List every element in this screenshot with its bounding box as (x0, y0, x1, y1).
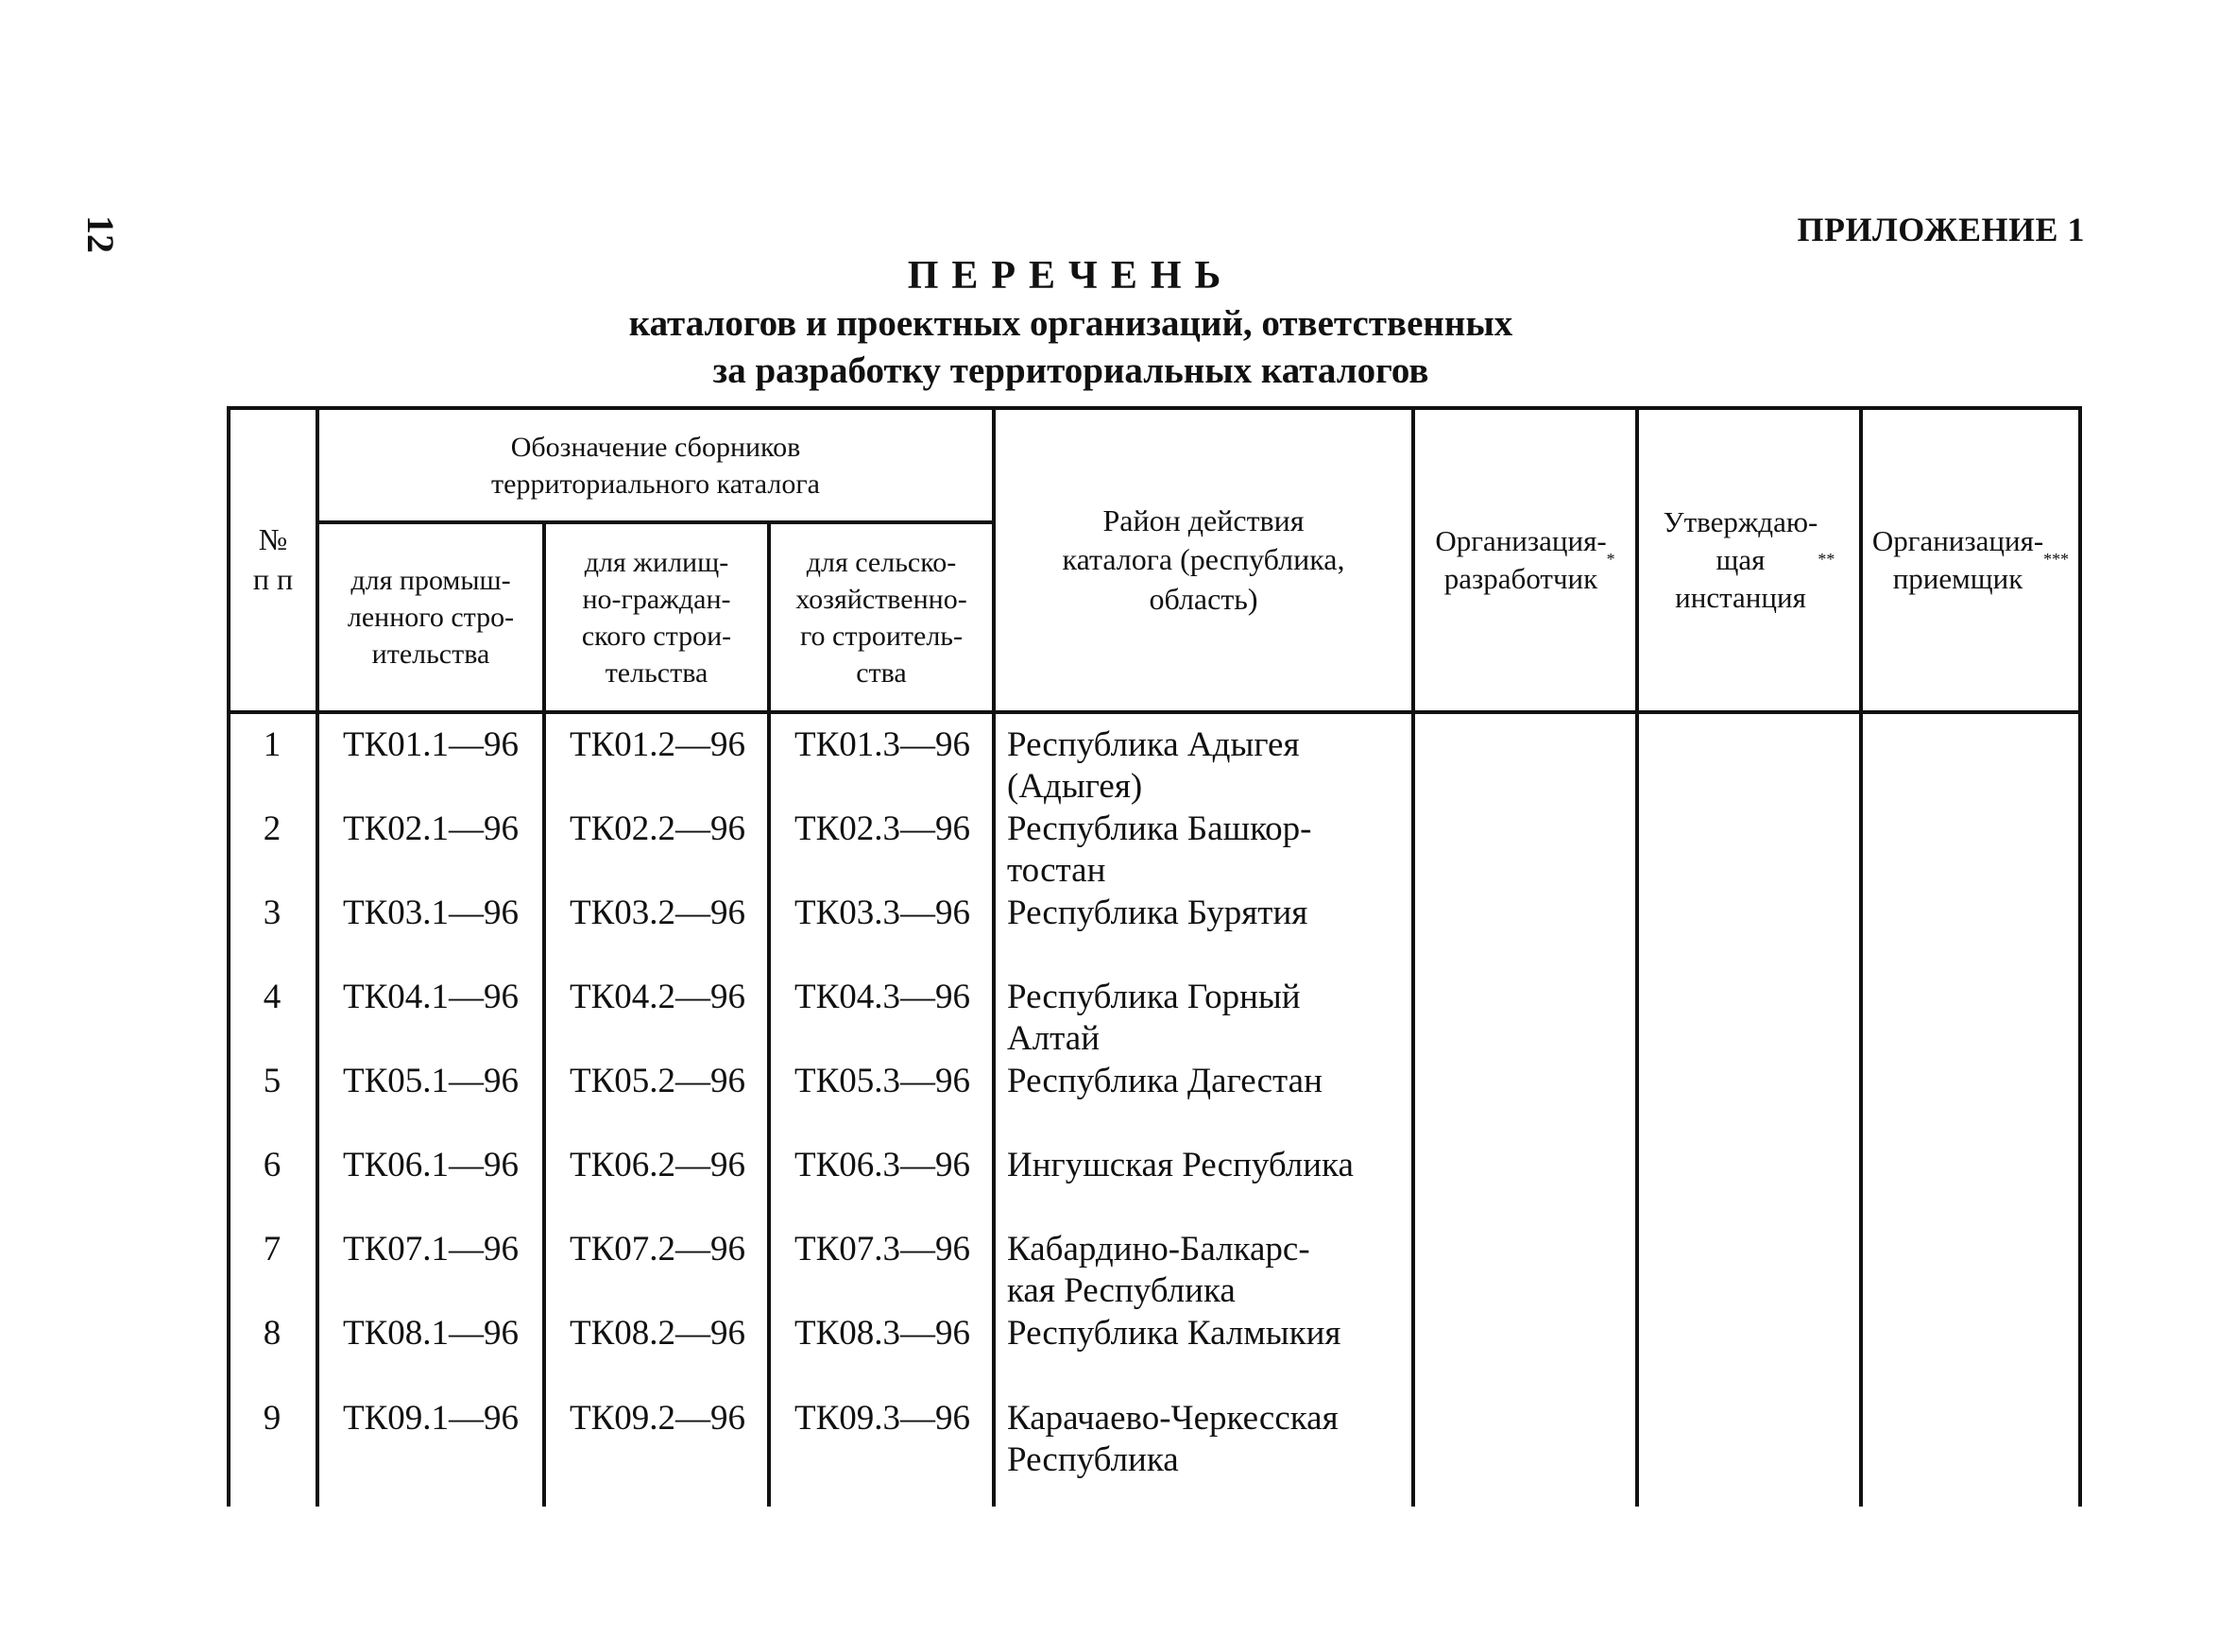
code-industrial: ТК01.1—96 (342, 725, 520, 764)
code-industrial: ТК05.1—96 (342, 1062, 520, 1100)
footnote-mark: *** (2043, 550, 2070, 570)
footnote-mark: ** (1818, 550, 1835, 570)
header-collections-group: Обозначение сборников территориального каталога (491, 431, 820, 500)
code-agricultural: ТК04.3—96 (794, 978, 971, 1016)
code-civil: ТК09.2—96 (569, 1399, 746, 1438)
header-developer-text: Организация- разработчик (1435, 523, 1607, 595)
region-name: Республика Башкор- тостан (1007, 809, 1312, 890)
row-number: 8 (263, 1314, 282, 1353)
region-name: Республика Адыгея (Адыгея) (1007, 725, 1300, 806)
code-industrial: ТК08.1—96 (342, 1314, 520, 1353)
row-number: 7 (263, 1230, 282, 1269)
row-number: 6 (263, 1146, 282, 1184)
code-industrial: ТК07.1—96 (342, 1230, 520, 1269)
code-industrial: ТК03.1—96 (342, 894, 520, 932)
code-agricultural: ТК08.3—96 (794, 1314, 971, 1353)
code-agricultural: ТК09.3—96 (794, 1399, 971, 1438)
code-civil: ТК02.2—96 (569, 809, 746, 848)
code-agricultural: ТК03.3—96 (794, 894, 971, 932)
header-developer (1415, 410, 1635, 710)
code-industrial: ТК04.1—96 (342, 978, 520, 1016)
header-agricultural: для сельско- хозяйственно- го строитель- ства (795, 546, 967, 689)
region-name: Республика Дагестан (1007, 1062, 1323, 1100)
page-number: 12 (79, 215, 122, 253)
row-number: 3 (263, 894, 282, 932)
table-rule (2078, 406, 2082, 1507)
region-name: Республика Калмыкия (1007, 1314, 1341, 1353)
code-agricultural: ТК06.3—96 (794, 1146, 971, 1184)
header-industrial: для промыш- ленного стро- ительства (347, 565, 515, 670)
code-agricultural: ТК07.3—96 (794, 1230, 971, 1269)
row-number: 2 (263, 809, 282, 848)
header-receiver-text: Организация- приемщик (1871, 523, 2044, 595)
catalog-table (227, 406, 2082, 1507)
header-civil: для жилищ- но-граждан- ского строи- тельства (581, 546, 732, 689)
row-number: 9 (263, 1399, 282, 1438)
code-industrial: ТК06.1—96 (342, 1146, 520, 1184)
region-name: Карачаево-Черкесская Республика (1007, 1399, 1339, 1479)
header-approver (1639, 410, 1859, 710)
header-number: № п п (252, 522, 294, 596)
code-civil: ТК05.2—96 (569, 1062, 746, 1100)
row-number: 5 (263, 1062, 282, 1100)
appendix-label: ПРИЛОЖЕНИЕ 1 (1797, 211, 2085, 248)
header-receiver (1863, 410, 2078, 710)
code-agricultural: ТК01.3—96 (794, 725, 971, 764)
code-civil: ТК03.2—96 (569, 894, 746, 932)
table-rule (227, 710, 2082, 714)
header-approver-text: Утверждаю- щая инстанция (1663, 504, 1818, 615)
code-civil: ТК07.2—96 (569, 1230, 746, 1269)
code-agricultural: ТК02.3—96 (794, 809, 971, 848)
code-civil: ТК08.2—96 (569, 1314, 746, 1353)
document-title: ПЕРЕЧЕНЬ (907, 254, 1235, 298)
code-civil: ТК01.2—96 (569, 725, 746, 764)
region-name: Кабардино-Балкарс- кая Республика (1007, 1230, 1310, 1310)
region-name: Республика Бурятия (1007, 894, 1308, 932)
document-subtitle-line-1: каталогов и проектных организаций, ответственных (628, 303, 1513, 344)
header-region: Район действия каталога (республика, область) (1062, 502, 1345, 616)
region-name: Ингушская Республика (1007, 1146, 1354, 1184)
code-industrial: ТК02.1—96 (342, 809, 520, 848)
code-industrial: ТК09.1—96 (342, 1399, 520, 1438)
footnote-mark: * (1606, 550, 1615, 570)
document-subtitle-line-2: за разработку территориальных каталогов (712, 350, 1429, 391)
row-number: 4 (263, 978, 282, 1016)
row-number: 1 (263, 725, 282, 764)
code-civil: ТК06.2—96 (569, 1146, 746, 1184)
region-name: Республика Горный Алтай (1007, 978, 1301, 1058)
code-civil: ТК04.2—96 (569, 978, 746, 1016)
code-agricultural: ТК05.3—96 (794, 1062, 971, 1100)
